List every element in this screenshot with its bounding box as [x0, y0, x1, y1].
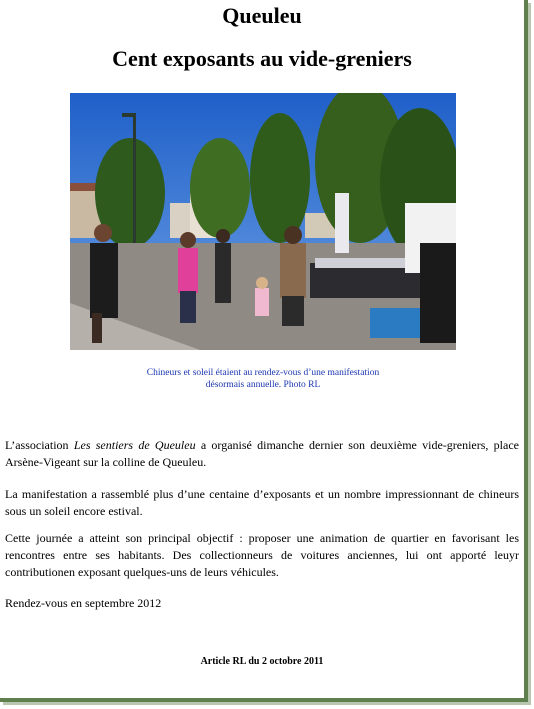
article-title: Queuleu	[222, 3, 302, 28]
article-photo	[70, 93, 456, 350]
paragraph-1	[5, 437, 519, 471]
paragraph-3: Cette journée a atteint son principal objectif : proposer une animation de quartier en favorisant les rencontres entre ses habitants. Des collectionneurs de voitures anciennes, lui ont apporté leuyr contributionen exposant quelques-uns de leurs véhicules.	[5, 531, 519, 579]
paragraph-1-end: a organisé dimanche dernier son deuxième vide-greniers, place Arsène-Vigeant sur la colline de Queuleu.	[5, 438, 519, 469]
association-name: Les sentiers de Queuleu	[73, 438, 196, 452]
paragraph-1-start: L’association	[5, 438, 74, 452]
paragraph-4: Rendez-vous en septembre 2012	[5, 596, 162, 610]
article-source: Article RL du 2 octobre 2011	[200, 656, 324, 667]
paragraph-2: La manifestation a rassemblé plus d’une centaine d’exposants et un nombre impressionnant de chineurs sous un soleil encore estival.	[5, 487, 519, 518]
caption-line-1: Chineurs et soleil étaient au rendez-vous d’une manifestation	[146, 368, 380, 378]
photo-caption	[110, 367, 416, 391]
article-subtitle: Cent exposants au vide-greniers	[112, 46, 412, 71]
caption-line-2: désormais annuelle. Photo RL	[205, 380, 321, 390]
